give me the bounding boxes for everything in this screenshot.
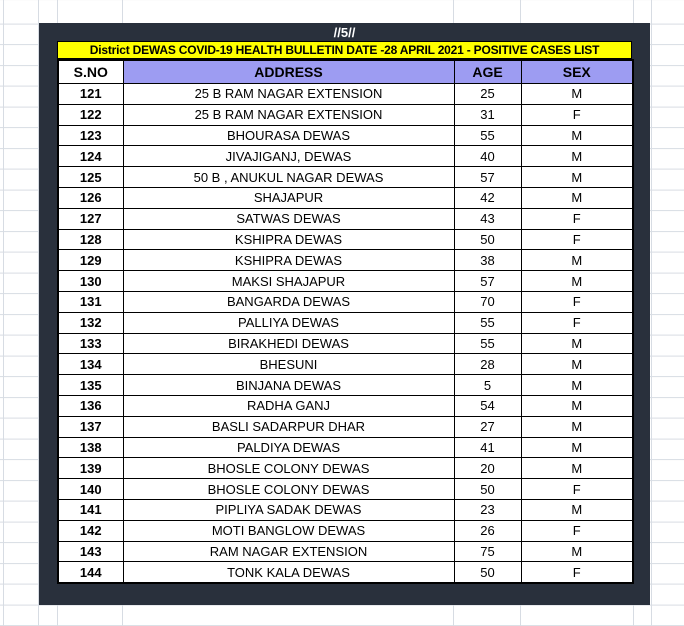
cell-address: MAKSI SHAJAPUR (123, 271, 454, 292)
cell-sex: M (521, 437, 633, 458)
cell-age: 28 (454, 354, 521, 375)
cell-age: 55 (454, 312, 521, 333)
cell-sex: M (521, 167, 633, 188)
cell-address: BIRAKHEDI DEWAS (123, 333, 454, 354)
cell-sex: M (521, 375, 633, 396)
table-row (58, 499, 633, 520)
cell-address: RADHA GANJ (123, 395, 454, 416)
cell-address: SATWAS DEWAS (123, 208, 454, 229)
cell-sex: F (521, 479, 633, 500)
cell-age: 50 (454, 229, 521, 250)
cell-sex: M (521, 395, 633, 416)
cell-age: 70 (454, 291, 521, 312)
cell-address: PIPLIYA SADAK DEWAS (123, 499, 454, 520)
bulletin-page-panel (39, 23, 650, 605)
cell-sno: 126 (58, 187, 123, 208)
cell-address: SHAJAPUR (123, 187, 454, 208)
cell-sno: 127 (58, 208, 123, 229)
cell-age: 55 (454, 125, 521, 146)
cell-sno: 132 (58, 312, 123, 333)
cell-address: PALDIYA DEWAS (123, 437, 454, 458)
cell-age: 38 (454, 250, 521, 271)
cell-sex: F (521, 312, 633, 333)
cell-sex: M (521, 146, 633, 167)
cell-address: RAM NAGAR EXTENSION (123, 541, 454, 562)
table-row (58, 271, 633, 292)
table-row (58, 375, 633, 396)
cell-sex: M (521, 250, 633, 271)
cell-sno: 121 (58, 84, 123, 105)
cell-sex: M (521, 416, 633, 437)
cell-sex: M (521, 187, 633, 208)
cell-sex: M (521, 458, 633, 479)
cell-address: BHOSLE COLONY DEWAS (123, 458, 454, 479)
cell-sno: 123 (58, 125, 123, 146)
cell-address: BASLI SADARPUR DHAR (123, 416, 454, 437)
cell-age: 25 (454, 84, 521, 105)
cell-age: 57 (454, 167, 521, 188)
page-number-label: //5// (333, 25, 356, 40)
cell-sno: 135 (58, 375, 123, 396)
cell-sex: F (521, 562, 633, 583)
cell-sno: 144 (58, 562, 123, 583)
cell-sno: 122 (58, 104, 123, 125)
table-row (58, 104, 633, 125)
cell-sex: M (521, 333, 633, 354)
cell-address: MOTI BANGLOW DEWAS (123, 520, 454, 541)
cell-sex: M (521, 541, 633, 562)
cell-sno: 131 (58, 291, 123, 312)
cell-address: BANGARDA DEWAS (123, 291, 454, 312)
cell-sex: F (521, 229, 633, 250)
cell-address: 25 B RAM NAGAR EXTENSION (123, 104, 454, 125)
cell-sex: M (521, 354, 633, 375)
table-row (58, 312, 633, 333)
cell-address: BHESUNI (123, 354, 454, 375)
cell-age: 75 (454, 541, 521, 562)
cell-address: KSHIPRA DEWAS (123, 229, 454, 250)
cell-sex: F (521, 291, 633, 312)
cell-sex: M (521, 84, 633, 105)
cell-address: TONK KALA DEWAS (123, 562, 454, 583)
cell-age: 26 (454, 520, 521, 541)
cell-age: 23 (454, 499, 521, 520)
bulletin-title-banner: District DEWAS COVID-19 HEALTH BULLETIN DATE -28 APRIL 2021 - POSITIVE CASES LIST (57, 41, 632, 59)
cell-sno: 141 (58, 499, 123, 520)
cell-age: 20 (454, 458, 521, 479)
table-row (58, 146, 633, 167)
cell-address: PALLIYA DEWAS (123, 312, 454, 333)
cell-sno: 133 (58, 333, 123, 354)
cases-table-header (58, 60, 633, 84)
gridline-vertical (3, 0, 4, 626)
table-row (58, 250, 633, 271)
cell-sno: 134 (58, 354, 123, 375)
cell-address: BINJANA DEWAS (123, 375, 454, 396)
cell-sno: 143 (58, 541, 123, 562)
header-row (58, 60, 633, 84)
table-row (58, 208, 633, 229)
column-header-address: ADDRESS (123, 60, 454, 84)
cell-sno: 130 (58, 271, 123, 292)
cell-sno: 125 (58, 167, 123, 188)
table-row (58, 229, 633, 250)
cell-age: 54 (454, 395, 521, 416)
cell-address: KSHIPRA DEWAS (123, 250, 454, 271)
table-row (58, 333, 633, 354)
table-row (58, 416, 633, 437)
cell-age: 5 (454, 375, 521, 396)
gridline-vertical (651, 0, 652, 626)
cell-sno: 137 (58, 416, 123, 437)
cell-address: 25 B RAM NAGAR EXTENSION (123, 84, 454, 105)
cell-age: 27 (454, 416, 521, 437)
table-row (58, 395, 633, 416)
column-header-sno: S.NO (58, 60, 123, 84)
column-header-sex: SEX (521, 60, 633, 84)
column-header-age: AGE (454, 60, 521, 84)
cell-sno: 129 (58, 250, 123, 271)
table-row (58, 520, 633, 541)
cell-age: 41 (454, 437, 521, 458)
cell-sno: 142 (58, 520, 123, 541)
cell-sex: F (521, 208, 633, 229)
cell-sno: 124 (58, 146, 123, 167)
cell-age: 57 (454, 271, 521, 292)
table-row (58, 84, 633, 105)
cell-age: 42 (454, 187, 521, 208)
cell-sex: F (521, 104, 633, 125)
cell-age: 55 (454, 333, 521, 354)
table-row (58, 479, 633, 500)
cell-sno: 138 (58, 437, 123, 458)
table-row (58, 562, 633, 583)
table-row (58, 167, 633, 188)
cell-age: 50 (454, 479, 521, 500)
table-row (58, 187, 633, 208)
cell-address: 50 B , ANUKUL NAGAR DEWAS (123, 167, 454, 188)
cell-address: JIVAJIGANJ, DEWAS (123, 146, 454, 167)
table-row (58, 541, 633, 562)
cell-address: BHOSLE COLONY DEWAS (123, 479, 454, 500)
cases-table (57, 59, 634, 584)
cell-age: 50 (454, 562, 521, 583)
cell-age: 31 (454, 104, 521, 125)
cell-address: BHOURASA DEWAS (123, 125, 454, 146)
table-row (58, 458, 633, 479)
cell-sno: 139 (58, 458, 123, 479)
cell-sno: 140 (58, 479, 123, 500)
cases-table-body (58, 84, 633, 584)
table-row (58, 125, 633, 146)
cell-sex: M (521, 271, 633, 292)
cell-sex: M (521, 125, 633, 146)
table-row (58, 291, 633, 312)
cell-sno: 128 (58, 229, 123, 250)
table-row (58, 354, 633, 375)
table-row (58, 437, 633, 458)
cell-age: 43 (454, 208, 521, 229)
cell-sex: M (521, 499, 633, 520)
cell-sno: 136 (58, 395, 123, 416)
cell-sex: F (521, 520, 633, 541)
cell-age: 40 (454, 146, 521, 167)
